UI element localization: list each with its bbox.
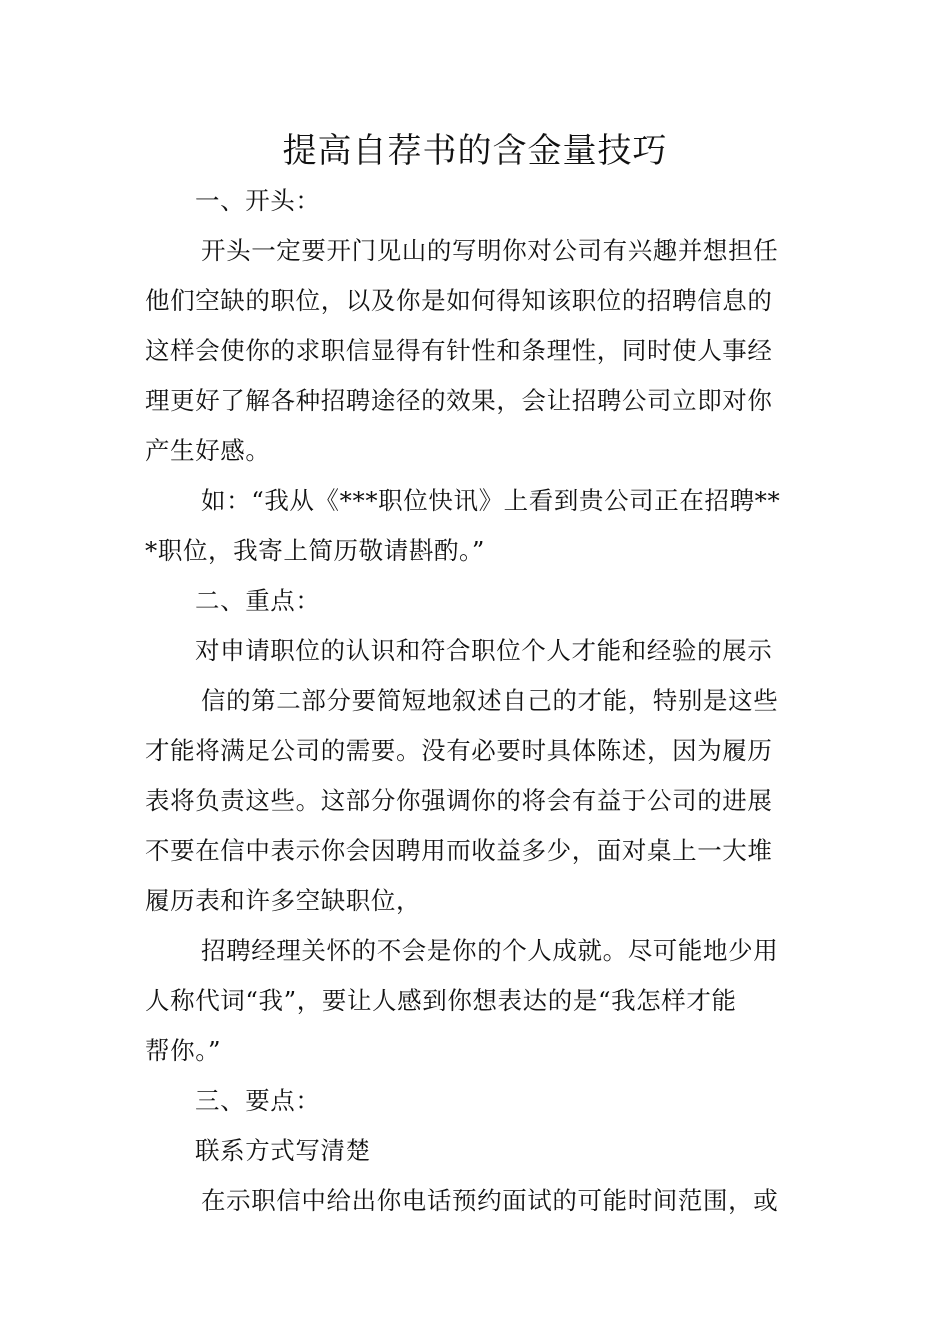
document-title: 提高自荐书的含金量技巧	[282, 131, 668, 171]
example-line: 如：“我从《***职位快讯》上看到贵公司正在招聘**	[201, 486, 781, 515]
paragraph-line: 理更好了解各种招聘途径的效果，会让招聘公司立即对你	[145, 386, 773, 415]
subheading-line: 联系方式写清楚	[195, 1136, 371, 1165]
paragraph-line: 人称代词“我”，要让人感到你想表达的是“我怎样才能	[145, 986, 737, 1015]
paragraph-line: 他们空缺的职位，以及你是如何得知该职位的招聘信息的	[145, 286, 773, 315]
paragraph-line: 不要在信中表示你会因聘用而收益多少，面对桌上一大堆	[145, 836, 773, 865]
paragraph-line: 开头一定要开门见山的写明你对公司有兴趣并想担任	[201, 236, 779, 265]
subheading-line: 对申请职位的认识和符合职位个人才能和经验的展示	[195, 636, 773, 665]
example-line: *职位，我寄上简历敬请斟酌。”	[145, 536, 486, 565]
section-heading-essentials: 三、要点：	[195, 1086, 321, 1115]
paragraph-line: 招聘经理关怀的不会是你的个人成就。尽可能地少用	[201, 936, 779, 965]
section-heading-opening: 一、开头：	[195, 186, 321, 215]
paragraph-line: 产生好感。	[145, 436, 271, 465]
paragraph-line: 在示职信中给出你电话预约面试的可能时间范围，或	[201, 1186, 779, 1215]
paragraph-line: 才能将满足公司的需要。没有必要时具体陈述，因为履历	[145, 736, 773, 765]
paragraph-line: 履历表和许多空缺职位，	[145, 886, 422, 915]
paragraph-line: 信的第二部分要简短地叙述自己的才能，特别是这些	[201, 686, 779, 715]
paragraph-line: 表将负责这些。这部分你强调你的将会有益于公司的进展	[145, 786, 773, 815]
document-body	[145, 176, 807, 1226]
section-heading-key-points: 二、重点：	[195, 586, 321, 615]
paragraph-line: 帮你。”	[145, 1036, 222, 1065]
paragraph-line: 这样会使你的求职信显得有针性和条理性，同时使人事经	[145, 336, 773, 365]
